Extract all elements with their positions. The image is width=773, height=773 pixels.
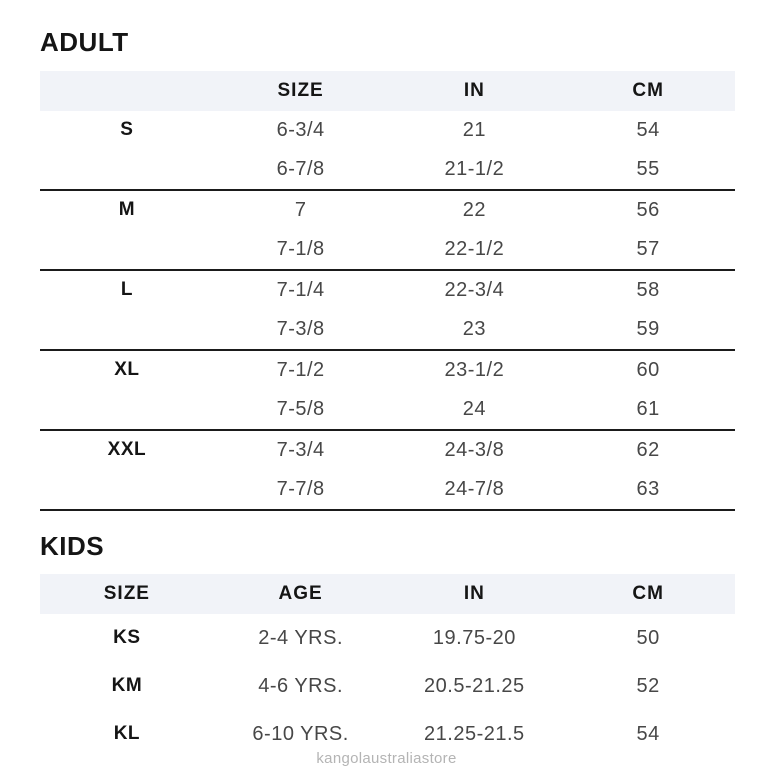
cm-value-cell: 59 — [636, 317, 660, 340]
cm-value-cell: 52 — [636, 674, 660, 697]
adult-header-size: SIZE — [277, 79, 324, 101]
in-value-cell: 24-3/8 — [444, 438, 505, 461]
size-value-cell: 7-5/8 — [276, 397, 325, 420]
size-label-cell: XXL — [107, 439, 147, 461]
cm-value-cell: 62 — [636, 438, 660, 461]
size-label-cell: L — [120, 279, 133, 301]
in-value-cell: 21-1/2 — [444, 157, 505, 180]
cm-value-cell: 58 — [636, 278, 660, 301]
age-value-cell: 6-10 YRS. — [252, 722, 349, 745]
size-value-cell: 7-1/2 — [276, 358, 325, 381]
size-value-cell: 7-3/4 — [276, 438, 325, 461]
size-label-cell: KM — [111, 675, 143, 697]
age-value-cell: 4-6 YRS. — [258, 674, 344, 697]
size-value-cell: 6-7/8 — [276, 157, 325, 180]
adult-header-cm: CM — [632, 79, 664, 101]
table-row — [40, 390, 735, 429]
table-row — [40, 614, 735, 662]
in-value-cell: 22-3/4 — [444, 278, 505, 301]
size-value-cell: 7-1/4 — [276, 278, 325, 301]
table-row — [40, 230, 735, 269]
cm-value-cell: 55 — [636, 157, 660, 180]
in-value-cell: 24 — [462, 397, 486, 420]
adult-header-in: IN — [463, 79, 485, 101]
table-row — [40, 470, 735, 509]
kids-header-size: SIZE — [103, 583, 150, 605]
store-watermark: kangolaustraliastore — [316, 750, 457, 767]
size-label-cell: M — [118, 199, 136, 221]
cm-value-cell: 57 — [636, 237, 660, 260]
in-value-cell: 23 — [462, 317, 486, 340]
adult-size-group-xxl — [40, 431, 735, 511]
kids-table-header-row — [40, 574, 735, 614]
table-row — [40, 191, 735, 230]
size-value-cell: 7 — [294, 198, 307, 221]
cm-value-cell: 63 — [636, 477, 660, 500]
in-value-cell: 22-1/2 — [444, 237, 505, 260]
adult-section-title: ADULT — [40, 27, 129, 57]
size-label-cell: S — [120, 119, 134, 141]
table-row — [40, 150, 735, 189]
size-label-cell: XL — [114, 359, 140, 381]
table-row — [40, 431, 735, 470]
table-row — [40, 310, 735, 349]
in-value-cell: 24-7/8 — [444, 477, 505, 500]
cm-value-cell: 61 — [636, 397, 660, 420]
size-label-cell: KS — [113, 627, 141, 649]
table-row — [40, 271, 735, 310]
size-value-cell: 6-3/4 — [276, 118, 325, 141]
in-value-cell: 19.75-20 — [432, 626, 516, 649]
kids-size-table — [40, 574, 735, 758]
in-value-cell: 21 — [462, 118, 486, 141]
cm-value-cell: 50 — [636, 626, 660, 649]
kids-header-in: IN — [463, 583, 485, 605]
kids-header-cm: CM — [632, 583, 664, 605]
in-value-cell: 22 — [462, 198, 486, 221]
in-value-cell: 20.5-21.25 — [424, 674, 525, 697]
adult-table-header-row — [40, 71, 735, 111]
cm-value-cell: 60 — [636, 358, 660, 381]
adult-size-group-l — [40, 271, 735, 351]
table-row — [40, 662, 735, 710]
adult-size-group-xl — [40, 351, 735, 431]
in-value-cell: 21.25-21.5 — [424, 722, 525, 745]
cm-value-cell: 54 — [636, 722, 660, 745]
size-value-cell: 7-3/8 — [276, 317, 325, 340]
age-value-cell: 2-4 YRS. — [258, 626, 344, 649]
in-value-cell: 23-1/2 — [444, 358, 505, 381]
cm-value-cell: 54 — [636, 118, 660, 141]
adult-size-group-m — [40, 191, 735, 271]
adult-size-table — [40, 71, 735, 511]
size-value-cell: 7-1/8 — [276, 237, 325, 260]
table-row — [40, 351, 735, 390]
adult-size-group-s — [40, 111, 735, 191]
size-label-cell: KL — [113, 723, 141, 745]
table-row — [40, 111, 735, 150]
cm-value-cell: 56 — [636, 198, 660, 221]
kids-section-title: KIDS — [40, 530, 105, 561]
kids-header-age: AGE — [278, 583, 323, 605]
size-value-cell: 7-7/8 — [276, 477, 325, 500]
